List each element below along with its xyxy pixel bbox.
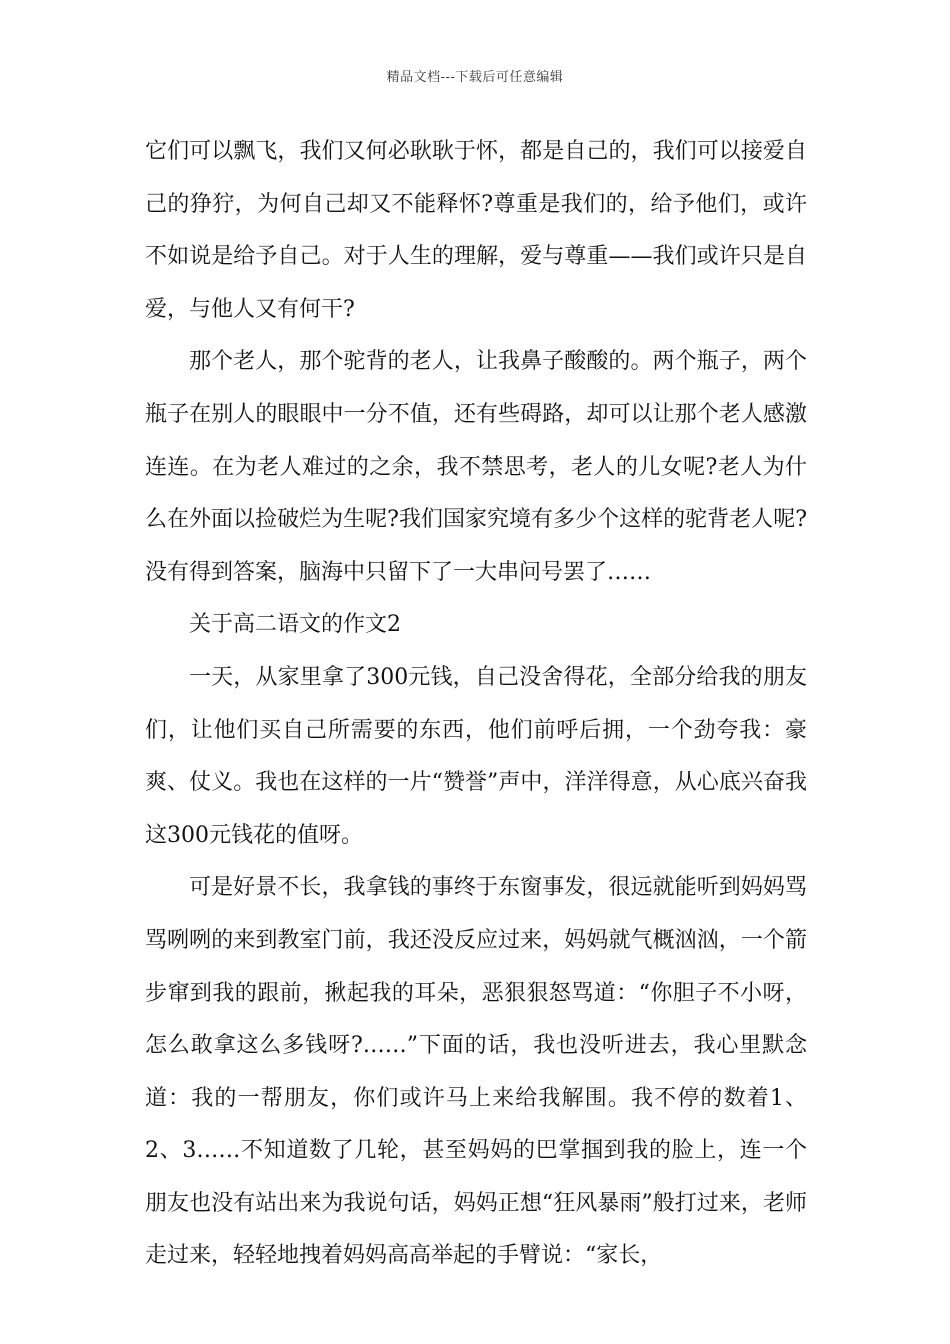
document-body	[145, 126, 807, 1283]
paragraph-mother: 可是好景不长，我拿钱的事终于东窗事发，很远就能听到妈妈骂骂咧咧的来到教室门前，我还没反应过来，妈妈就气概汹汹，一个箭步窜到我的跟前，揪起我的耳朵，恶狠狠怒骂道：“你胆子不小呀，怎么敢拿这么多钱呀?……”下面的话，我也没听进去，我心里默念道：我的一帮朋友，你们或许马上来给我解围。我不停的数着1、2、3……不知道数了几轮，甚至妈妈的巴掌掴到我的脸上，连一个朋友也没有站出来为我说句话，妈妈正想“狂风暴雨”般打过来，老师走过来，轻轻地拽着妈妈高高举起的手臂说：“家长，	[145, 875, 807, 1269]
paragraph-money: 一天，从家里拿了300元钱，自己没舍得花，全部分给我的朋友们，让他们买自己所需要的东西，他们前呼后拥，一个劲夸我：豪爽、仗义。我也在这样的一片“赞誉”声中，洋洋得意，从心底兴奋我这300元钱花的值呀。	[145, 664, 807, 848]
paragraph-continuation: 它们可以飘飞，我们又何必耿耿于怀，都是自己的，我们可以接爱自己的狰狞，为何自己却又不能释怀?尊重是我们的，给予他们，或许不如说是给予自己。对于人生的理解，爱与尊重——我们或许只是自爱，与他人又有何干?	[145, 139, 807, 322]
essay-heading: 关于高二语文的作文2	[189, 612, 401, 638]
page-header: 精品文档---下载后可任意编辑	[386, 70, 564, 85]
paragraph-old-man: 那个老人，那个驼背的老人，让我鼻子酸酸的。两个瓶子，两个瓶子在别人的眼眼中一分不值，还有些碍路，却可以让那个老人感激连连。在为老人难过的之余，我不禁思考，老人的儿女呢?老人为什么在外面以捡破烂为生呢?我们国家究境有多少个这样的驼背老人呢?没有得到答案，脑海中只留下了一大串问号罢了……	[145, 349, 807, 585]
